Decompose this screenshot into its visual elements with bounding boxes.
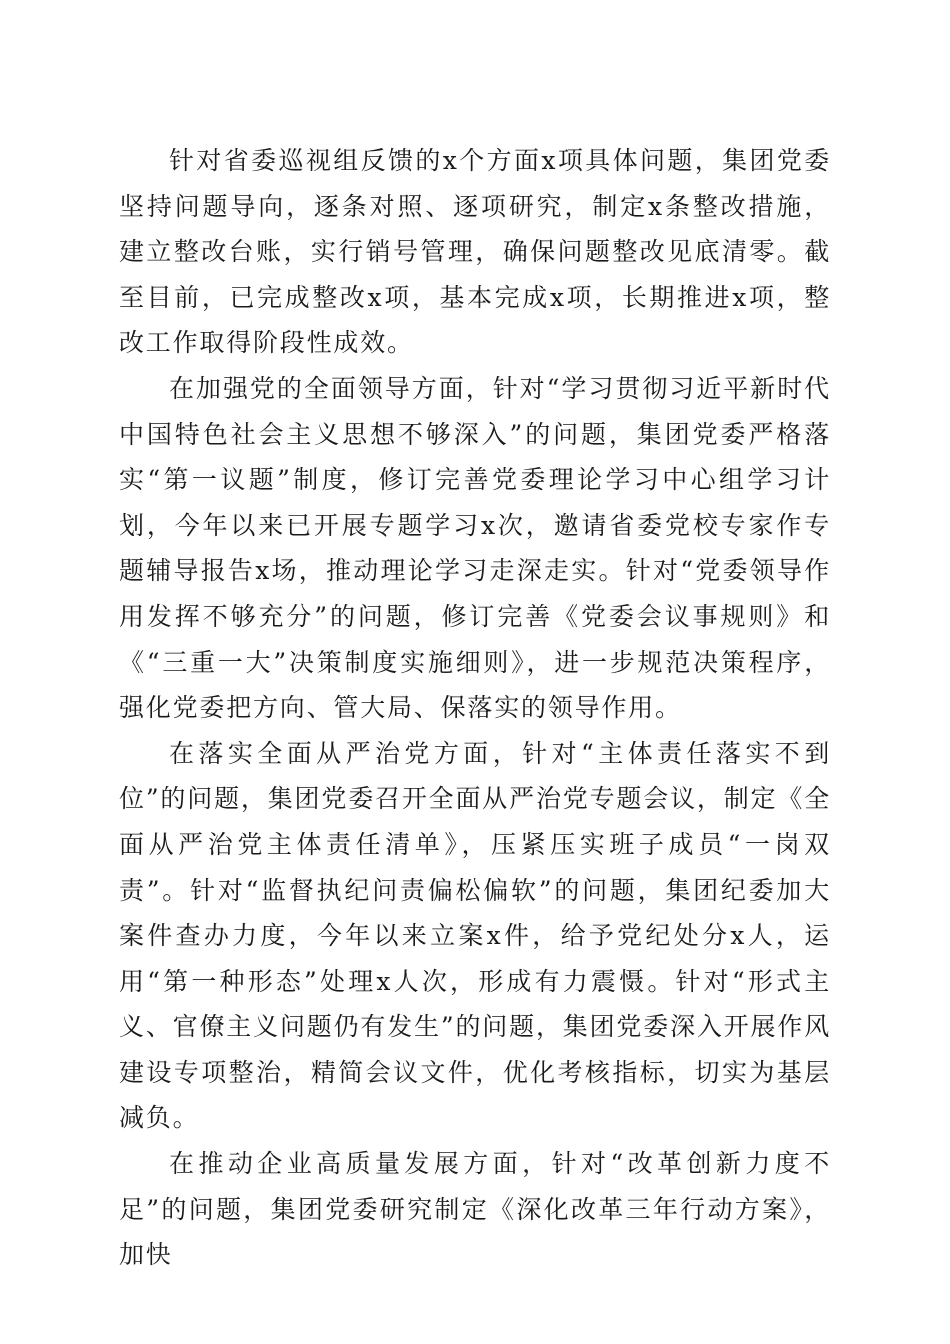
document-body xyxy=(119,138,831,1278)
paragraph-rectification-overview: 针对省委巡视组反馈的x个方面x项具体问题，集团党委坚持问题导向，逐条对照、逐项研究，制定x条整改措施，建立整改台账，实行销号管理，确保问题整改见底清零。截至目前，已完成整改x项，基本完成x项，长期推进x项，整改工作取得阶段性成效。 xyxy=(119,146,831,358)
paragraph-high-quality-development: 在推动企业高质量发展方面，针对“改革创新力度不足”的问题，集团党委研究制定《深化改革三年行动方案》，加快 xyxy=(119,1149,831,1270)
paragraph-party-leadership: 在加强党的全面领导方面，针对“学习贯彻习近平新时代中国特色社会主义思想不够深入”的问题，集团党委严格落实“第一议题”制度，修订完善党委理论学习中心组学习计划，今年以来已开展专题学习x次，邀请省委党校专家作专题辅导报告x场，推动理论学习走深走实。针对“党委领导作用发挥不够充分”的问题，修订完善《党委会议事规则》和《“三重一大”决策制度实施细则》，进一步规范决策程序，强化党委把方向、管大局、保落实的领导作用。 xyxy=(119,373,831,723)
paragraph-strict-governance: 在落实全面从严治党方面，针对“主体责任落实不到位”的问题，集团党委召开全面从严治党专题会议，制定《全面从严治党主体责任清单》，压紧压实班子成员“一岗双责”。针对“监督执纪问责偏松偏软”的问题，集团纪委加大案件查办力度，今年以来立案x件，给予党纪处分x人，运用“第一种形态”处理x人次，形成有力震慑。针对“形式主义、官僚主义问题仍有发生”的问题，集团党委深入开展作风建设专项整治，精简会议文件，优化考核指标，切实为基层减负。 xyxy=(119,738,831,1133)
